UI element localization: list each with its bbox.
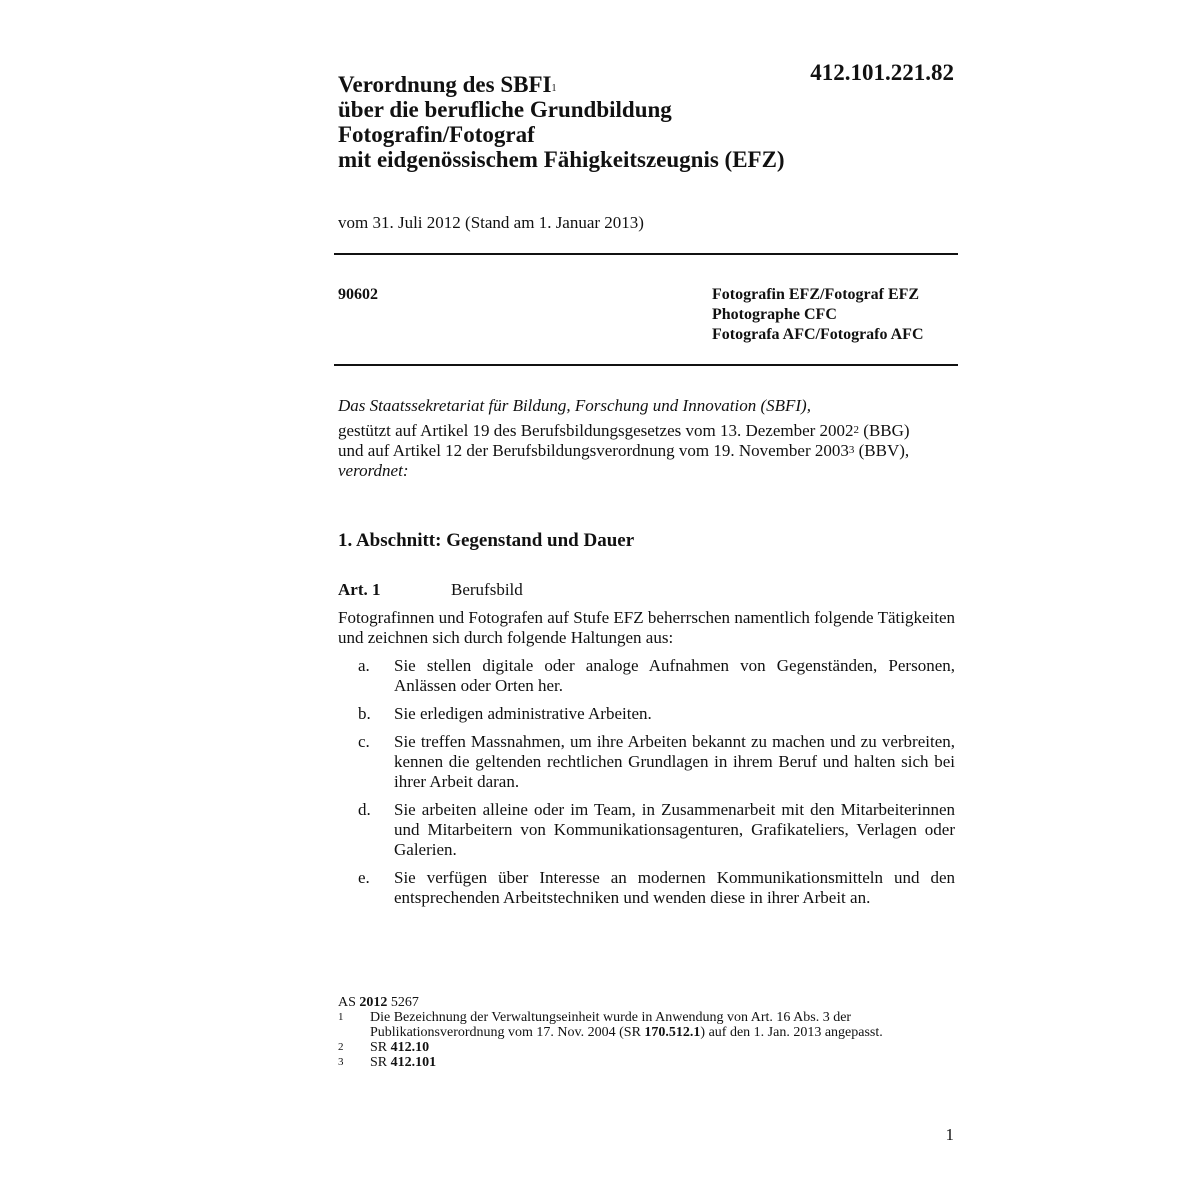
article-intro: Fotografinnen und Fotografen auf Stufe EFZ beherrschen namentlich folgende Tätigkeiten und zeichnen sich durch folgende Haltungen aus: <box>338 608 955 647</box>
list-item-letter: c. <box>358 732 370 751</box>
footnote-number: 1 <box>338 1011 344 1023</box>
occupation-code: 90602 <box>338 286 378 303</box>
preamble-basis-line-1: gestützt auf Artikel 19 des Berufsbildungsgesetzes vom 13. Dezember 2002$^2$ (BBG) <box>338 421 910 440</box>
occupation-title-it: Fotografa AFC/Fotografo AFC <box>712 326 924 343</box>
list-item <box>338 656 955 696</box>
title-footnote-ref[interactable]: 1 <box>551 83 557 94</box>
article-title: Berufsbild <box>451 580 523 599</box>
title-line-3: Fotografin/Fotograf <box>338 122 535 147</box>
sr-link[interactable]: 412.10 <box>390 1040 430 1055</box>
as-reference: AS 2012 5267 <box>338 995 419 1010</box>
preamble-basis-line-2: und auf Artikel 12 der Berufsbildungsverordnung vom 19. November 2003$^3$ (BBV), <box>338 441 910 460</box>
footnote-1 <box>338 1010 938 1040</box>
occupation-titles <box>600 285 953 345</box>
sr-number: 412.101.221.82 <box>810 60 954 85</box>
preamble-decree: verordnet: <box>338 461 409 480</box>
divider-bottom <box>334 364 958 366</box>
list-item-letter: b. <box>358 704 371 723</box>
sr-link[interactable]: 412.101 <box>390 1055 437 1070</box>
title-line-2: über die berufliche Grundbildung <box>338 97 672 122</box>
list-item-text: Sie erledigen administrative Arbeiten. <box>394 704 652 723</box>
occupation-title-de: Fotografin EFZ/Fotograf EFZ <box>712 286 920 303</box>
preamble-basis <box>338 421 954 481</box>
divider-top <box>334 253 958 255</box>
title-line-1: Verordnung des SBFI$^1$ <box>338 72 557 97</box>
footnote-ref-3[interactable]: 3 <box>848 444 855 456</box>
list-item <box>338 732 955 792</box>
footnotes <box>338 995 938 1070</box>
footnote-text: SR 412.10 <box>370 1040 430 1055</box>
page-number: 1 <box>945 1125 954 1144</box>
title-line-4: mit eidgenössischem Fähigkeitszeugnis (EFZ) <box>338 147 785 172</box>
list-item <box>338 868 955 908</box>
list-item-text: Sie treffen Massnahmen, um ihre Arbeiten bekannt zu machen und zu verbreiten, kennen die geltenden rechtlichen Grundlagen in ihrem Beruf und halten sich bei ihrer Arbeit daran. <box>394 732 955 791</box>
list-item-text: Sie stellen digitale oder analoge Aufnahmen von Gegenständen, Personen, Anlässen oder Orten her. <box>394 656 955 695</box>
preamble-issuer: Das Staatssekretariat für Bildung, Forschung und Innovation (SBFI), <box>338 396 811 415</box>
footnote-text: SR 412.101 <box>370 1055 437 1070</box>
document-date: vom 31. Juli 2012 (Stand am 1. Januar 2013) <box>338 213 644 232</box>
list-item <box>338 704 955 724</box>
footnote-number: 2 <box>338 1041 344 1053</box>
article-label: Art. 1 <box>338 580 381 599</box>
footnote-2 <box>338 1040 938 1055</box>
list-item-letter: a. <box>358 656 370 675</box>
occupation-title-fr: Photographe CFC <box>712 306 837 323</box>
document-title <box>338 72 838 172</box>
list-item-text: Sie verfügen über Interesse an modernen Kommunikationsmitteln und den entsprechenden Arbeitstechniken und wenden diese in ihrer Arbeit an. <box>394 868 955 907</box>
section-heading: 1. Abschnitt: Gegenstand und Dauer <box>338 530 635 551</box>
footnote-3 <box>338 1055 938 1070</box>
footnote-ref-2[interactable]: 2 <box>853 424 860 436</box>
sr-link[interactable]: 170.512.1 <box>644 1025 701 1040</box>
footnote-number: 3 <box>338 1056 344 1068</box>
list-item-letter: d. <box>358 800 371 819</box>
list-item-text: Sie arbeiten alleine oder im Team, in Zusammenarbeit mit den Mitarbeiterinnen und Mitarbeitern von Kommunikationsagenturen, Grafikateliers, Verlagen oder Galerien. <box>394 800 955 859</box>
list-item <box>338 800 955 860</box>
footnote-text: Die Bezeichnung der Verwaltungseinheit wurde in Anwendung von Art. 16 Abs. 3 der Publikationsverordnung vom 17. Nov. 2004 (SR 170.512.1) auf den 1. Jan. 2013 angepasst. <box>370 1010 883 1040</box>
article-list <box>338 656 955 916</box>
list-item-letter: e. <box>358 868 370 887</box>
